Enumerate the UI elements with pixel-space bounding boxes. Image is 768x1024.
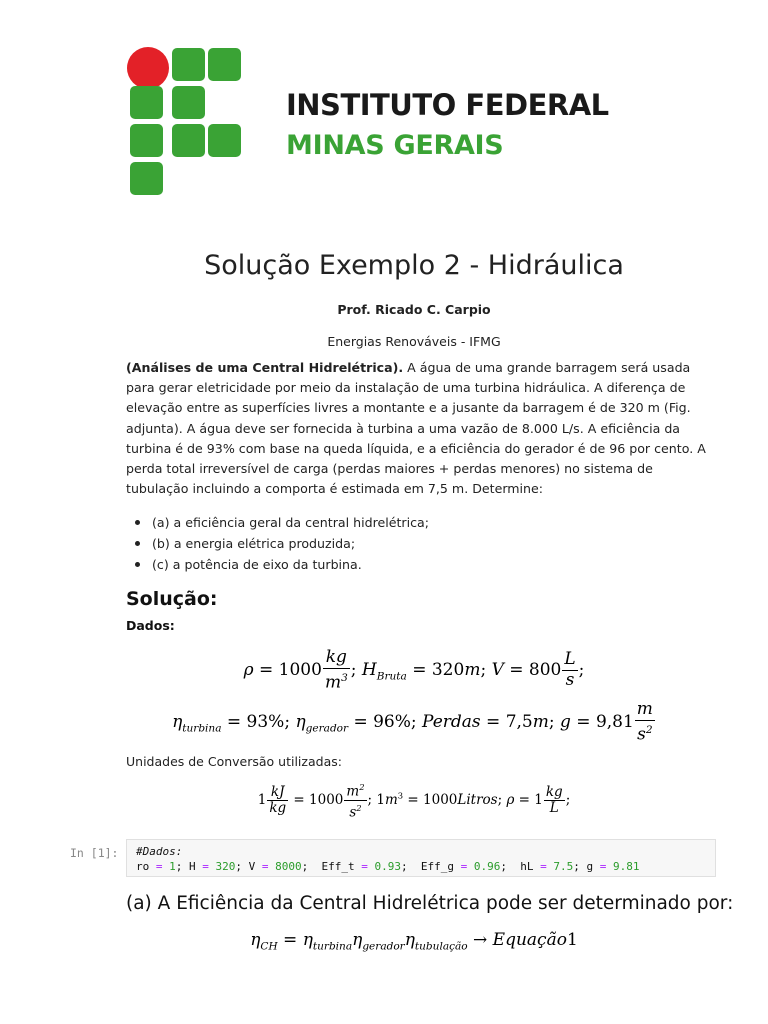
question-list <box>126 512 686 575</box>
ifmg-logo <box>126 46 609 196</box>
logo-square <box>172 86 205 119</box>
problem-text: A água de uma grande barragem será usada para gerar eletricidade por meio da instalação de uma turbina hidráulica. A diferença de elevação entre as superfícies livres a montante e a jusante da barragem é de 320 m (Fig. adjunta). A água deve ser fornecida à turbina a uma vazão de 8.000 L/s. A eficiência da turbina é de 93% com base na queda líquida, e a eficiência do gerador é de 96 por cento. A perda total irreversível de carga (perdas maiores + perdas menores) no sistema de tubulação incluindo a comporta é estimada em 7,5 m. Determine: <box>126 360 706 497</box>
solution-heading: Solução: <box>126 588 218 610</box>
logo-square <box>130 86 163 119</box>
equation-given-data-2: $\eta_{turbina} = 93\%$; $\eta_{gerador} = 96\%$; Perdas = 7,5m; g = 9,81 $\frac{m}{s^2}$ <box>172 699 653 745</box>
author: Prof. Ricado C. Carpio <box>337 302 491 317</box>
part-a-heading: (a) A Eficiência da Central Hidrelétrica pode ser determinado por: <box>126 893 734 914</box>
logo-square <box>172 124 205 157</box>
logo-text-line1: INSTITUTO FEDERAL <box>286 88 609 122</box>
data-label: Dados: <box>126 618 175 633</box>
logo-square <box>130 162 163 195</box>
problem-statement <box>126 358 708 499</box>
course-name: Energias Renováveis - IFMG <box>327 334 501 349</box>
code-line: ro = 1; H = 320; V = 8000; Eff_t = 0.93; Eff_g = 0.96; hL = 7.5; g = 9.81 <box>136 860 640 873</box>
logo-square <box>172 48 205 81</box>
conversion-label: Unidades de Conversão utilizadas: <box>126 754 342 769</box>
code-comment: #Dados: <box>136 845 183 858</box>
list-item: (a) a eficiência geral da central hidrelétrica; <box>126 512 686 533</box>
logo-square <box>208 124 241 157</box>
code-cell[interactable] <box>126 839 716 877</box>
list-item: (b) a energia elétrica produzida; <box>126 533 686 554</box>
list-item: (c) a potência de eixo da turbina. <box>126 554 686 575</box>
logo-square <box>208 48 241 81</box>
page-title: Solução Exemplo 2 - Hidráulica <box>204 250 624 281</box>
equation-given-data-1: ρ = 1000 $\frac{kg}{m^3}$ ; $H_{Bruta} = 320m$; V = 800 $\frac{L}{s}$ ; <box>243 647 585 693</box>
logo-red-circle <box>127 47 169 89</box>
equation-overall-efficiency: $\eta_{CH} = \eta_{turbina}\eta_{gerador}\eta_{tubulação}$ → Equação1 <box>250 930 578 953</box>
cell-prompt: In [1]: <box>70 846 119 860</box>
logo-text-line2: MINAS GERAIS <box>286 130 504 161</box>
problem-lead: (Análises de uma Central Hidrelétrica). <box>126 360 404 375</box>
logo-square <box>130 124 163 157</box>
equation-conversions: 1 $\frac{kJ}{kg}$ = 1000 $\frac{m^2}{s^2}$ ; $1m^3$ = 1000Litros; ρ = 1 $\frac{kg}{L}$ ; <box>257 782 571 821</box>
